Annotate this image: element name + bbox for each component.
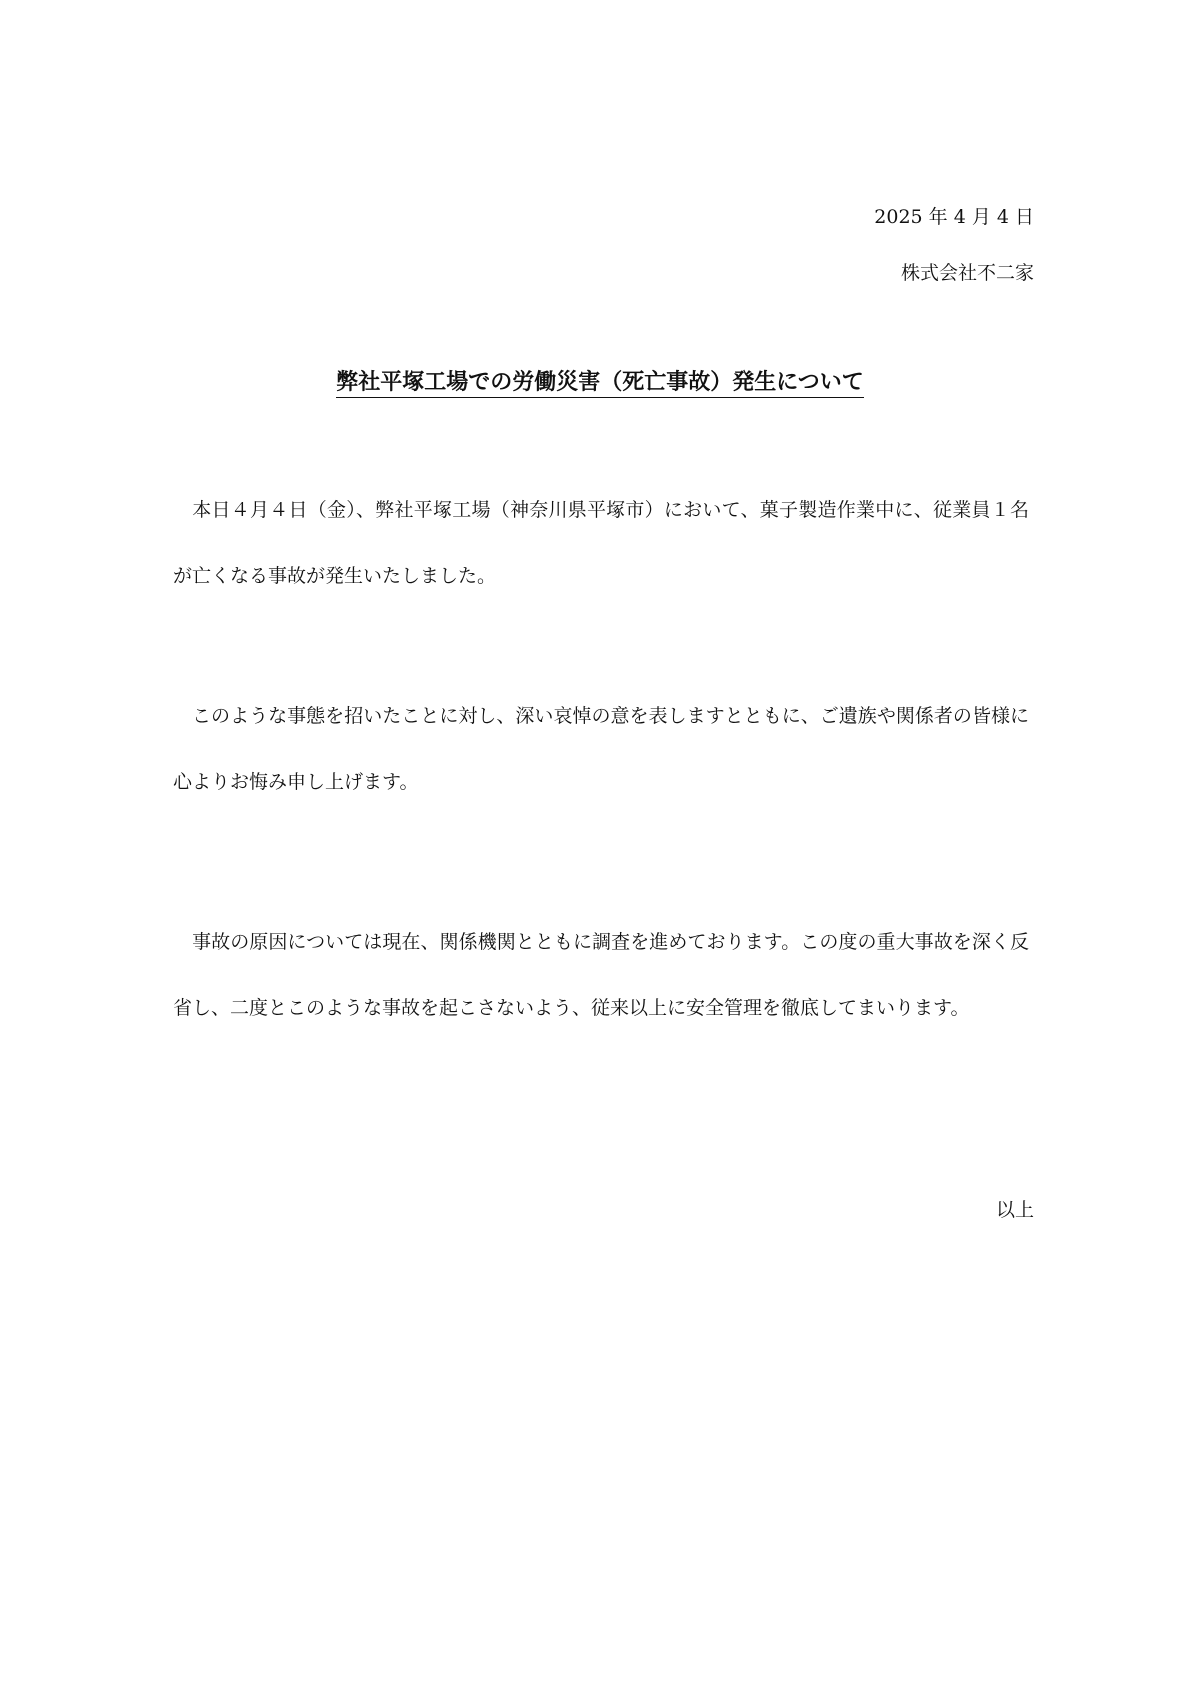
paragraph-condolences: このような事態を招いたことに対し、深い哀悼の意を表しますとともに、ご遺族や関係者の皆様に心よりお悔み申し上げます。 (173, 705, 1029, 793)
document-header (874, 203, 1034, 287)
document-title-text: 弊社平塚工場での労働災害（死亡事故）発生について (336, 369, 864, 398)
document-date: 2025 年 4 月 4 日 (874, 206, 1034, 228)
company-name: 株式会社不二家 (900, 262, 1034, 284)
closing-mark: 以上 (995, 1199, 1034, 1221)
document-title (0, 367, 1200, 397)
paragraph-incident: 本日４月４日（金）、弊社平塚工場（神奈川県平塚市）において、菓子製造作業中に、従業員１名が亡くなる事故が発生いたしました。 (173, 499, 1029, 587)
paragraph-investigation: 事故の原因については現在、関係機関とともに調査を進めております。この度の重大事故を深く反省し、二度とこのような事故を起こさないよう、従来以上に安全管理を徹底してまいります。 (173, 931, 1029, 1019)
